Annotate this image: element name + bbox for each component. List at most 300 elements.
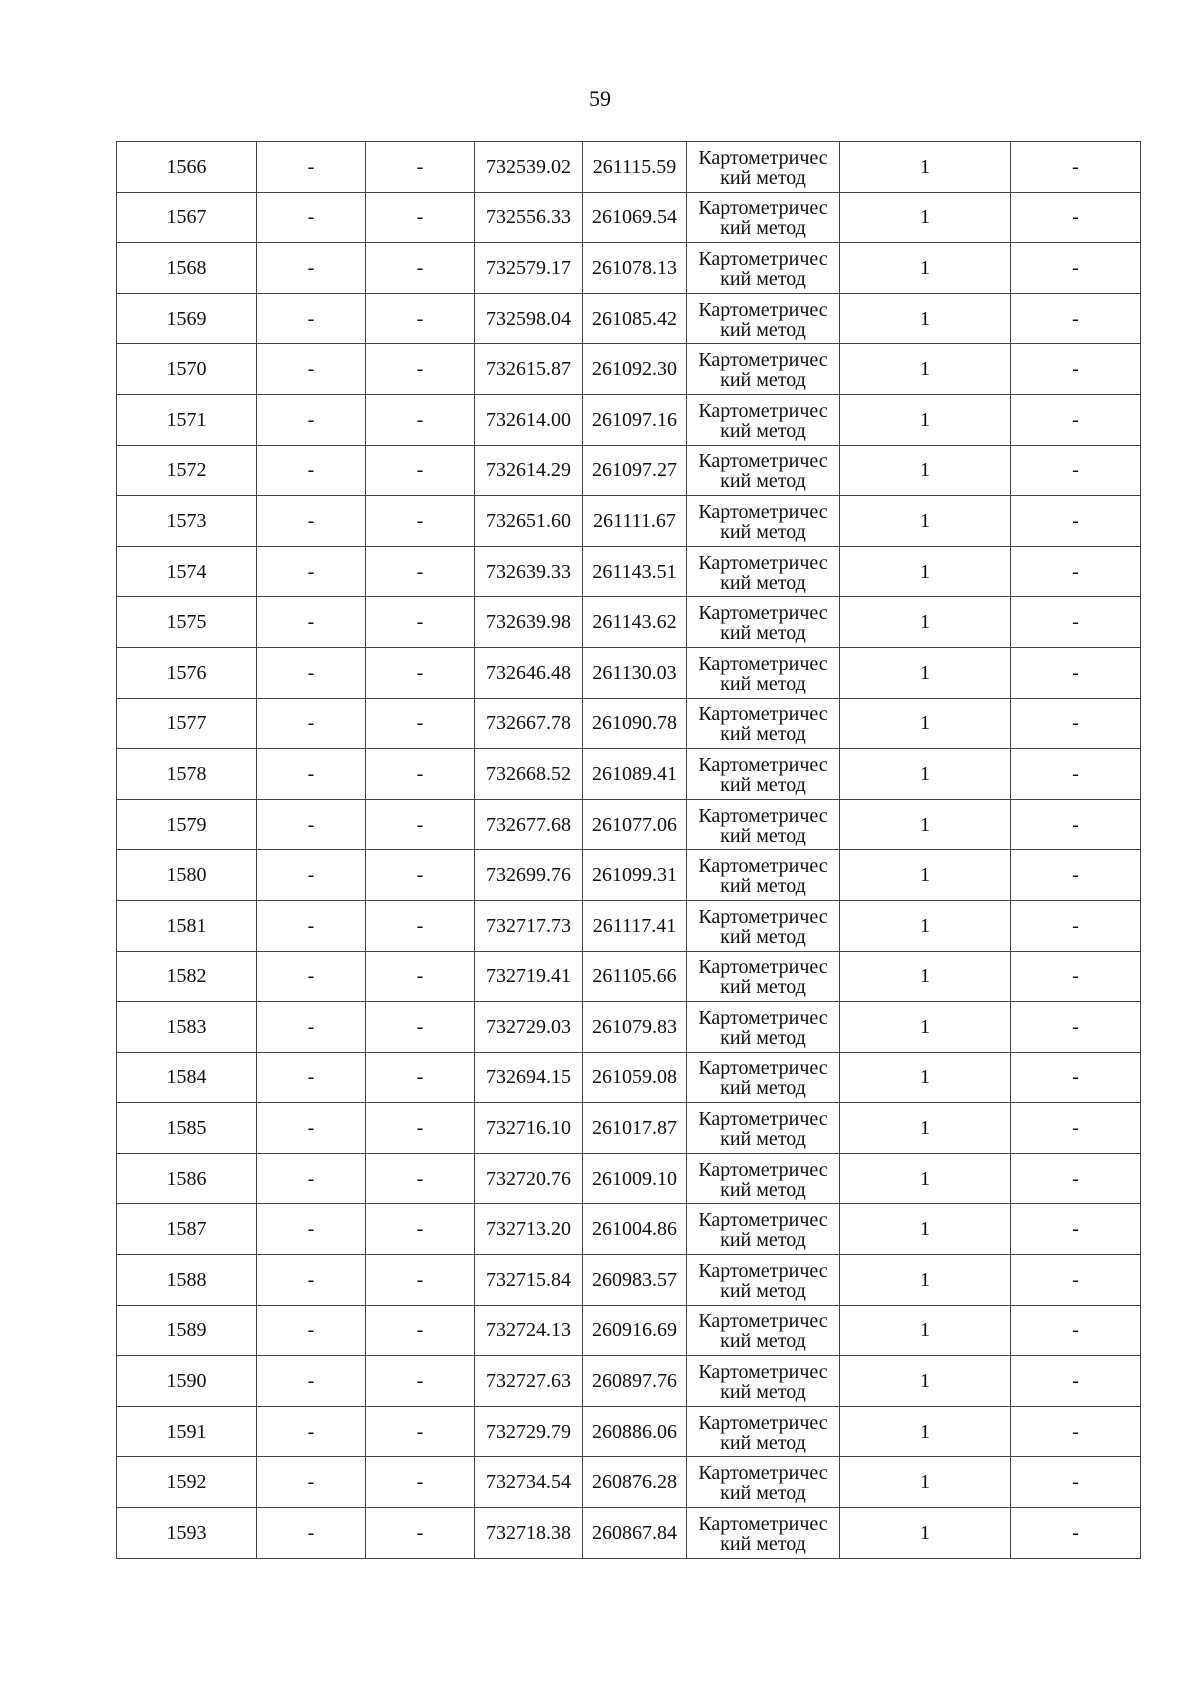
table-row: [117, 546, 1141, 597]
point-number-cell: 1573: [117, 496, 257, 547]
y-coordinate-cell: 261079.83: [583, 1002, 687, 1053]
coordinates-table: [116, 141, 1141, 1559]
method-line-1: Картометричес: [698, 1259, 828, 1282]
x-coordinate-cell: 732667.78: [475, 698, 583, 749]
old-x-cell: -: [257, 394, 366, 445]
old-y-cell: -: [366, 293, 475, 344]
x-coordinate-cell: 732699.76: [475, 850, 583, 901]
old-y-cell: -: [366, 496, 475, 547]
old-y-cell: -: [366, 1052, 475, 1103]
method-cell: [687, 597, 840, 648]
x-coordinate-cell: 732539.02: [475, 142, 583, 193]
x-coordinate-cell: 732651.60: [475, 496, 583, 547]
old-x-cell: -: [257, 192, 366, 243]
x-coordinate-cell: 732668.52: [475, 749, 583, 800]
point-number-cell: 1581: [117, 900, 257, 951]
accuracy-cell: 1: [840, 900, 1011, 951]
description-cell: -: [1011, 1052, 1141, 1103]
method-cell: [687, 243, 840, 294]
accuracy-cell: 1: [840, 1457, 1011, 1508]
method-line-1: Картометричес: [698, 197, 828, 220]
table-row: [117, 344, 1141, 395]
old-x-cell: -: [257, 1103, 366, 1154]
method-line-2: кий метод: [720, 1229, 806, 1252]
old-x-cell: -: [257, 1052, 366, 1103]
method-cell: [687, 1153, 840, 1204]
method-line-1: Картометричес: [698, 1006, 828, 1029]
accuracy-cell: 1: [840, 243, 1011, 294]
old-y-cell: -: [366, 394, 475, 445]
method-cell: [687, 394, 840, 445]
x-coordinate-cell: 732713.20: [475, 1204, 583, 1255]
description-cell: -: [1011, 647, 1141, 698]
method-cell: [687, 445, 840, 496]
old-y-cell: -: [366, 546, 475, 597]
table-row: [117, 900, 1141, 951]
page-number: 59: [589, 86, 611, 111]
old-x-cell: -: [257, 445, 366, 496]
y-coordinate-cell: 261092.30: [583, 344, 687, 395]
x-coordinate-cell: 732715.84: [475, 1255, 583, 1306]
method-line-1: Картометричес: [698, 450, 828, 473]
y-coordinate-cell: 261090.78: [583, 698, 687, 749]
accuracy-cell: 1: [840, 799, 1011, 850]
old-x-cell: -: [257, 951, 366, 1002]
old-y-cell: -: [366, 698, 475, 749]
y-coordinate-cell: 261111.67: [583, 496, 687, 547]
point-number-cell: 1578: [117, 749, 257, 800]
y-coordinate-cell: 261017.87: [583, 1103, 687, 1154]
x-coordinate-cell: 732614.00: [475, 394, 583, 445]
old-x-cell: -: [257, 293, 366, 344]
description-cell: -: [1011, 1002, 1141, 1053]
method-line-1: Картометричес: [698, 804, 828, 827]
accuracy-cell: 1: [840, 647, 1011, 698]
y-coordinate-cell: 261059.08: [583, 1052, 687, 1103]
old-y-cell: -: [366, 951, 475, 1002]
method-line-1: Картометричес: [698, 1462, 828, 1485]
y-coordinate-cell: 261009.10: [583, 1153, 687, 1204]
method-line-1: Картометричес: [698, 349, 828, 372]
description-cell: -: [1011, 1356, 1141, 1407]
method-line-2: кий метод: [720, 318, 806, 341]
old-y-cell: -: [366, 1204, 475, 1255]
x-coordinate-cell: 732614.29: [475, 445, 583, 496]
point-number-cell: 1585: [117, 1103, 257, 1154]
description-cell: -: [1011, 850, 1141, 901]
method-cell: [687, 293, 840, 344]
accuracy-cell: 1: [840, 192, 1011, 243]
point-number-cell: 1583: [117, 1002, 257, 1053]
point-number-cell: 1575: [117, 597, 257, 648]
description-cell: -: [1011, 1103, 1141, 1154]
description-cell: -: [1011, 900, 1141, 951]
method-line-1: Картометричес: [698, 1361, 828, 1384]
y-coordinate-cell: 260983.57: [583, 1255, 687, 1306]
method-cell: [687, 1356, 840, 1407]
table-row: [117, 1406, 1141, 1457]
table-row: [117, 850, 1141, 901]
description-cell: -: [1011, 1153, 1141, 1204]
method-line-2: кий метод: [720, 470, 806, 493]
table-row: [117, 951, 1141, 1002]
method-line-1: Картометричес: [698, 500, 828, 523]
old-y-cell: -: [366, 799, 475, 850]
method-line-2: кий метод: [720, 1330, 806, 1353]
x-coordinate-cell: 732729.03: [475, 1002, 583, 1053]
method-cell: [687, 749, 840, 800]
old-y-cell: -: [366, 647, 475, 698]
method-line-1: Картометричес: [698, 1411, 828, 1434]
point-number-cell: 1567: [117, 192, 257, 243]
point-number-cell: 1570: [117, 344, 257, 395]
method-cell: [687, 900, 840, 951]
point-number-cell: 1593: [117, 1508, 257, 1559]
old-x-cell: -: [257, 698, 366, 749]
method-cell: [687, 1204, 840, 1255]
method-line-2: кий метод: [720, 1532, 806, 1555]
x-coordinate-cell: 732727.63: [475, 1356, 583, 1407]
y-coordinate-cell: 261105.66: [583, 951, 687, 1002]
x-coordinate-cell: 732646.48: [475, 647, 583, 698]
method-cell: [687, 496, 840, 547]
old-x-cell: -: [257, 1002, 366, 1053]
old-y-cell: -: [366, 1103, 475, 1154]
method-line-2: кий метод: [720, 723, 806, 746]
point-number-cell: 1588: [117, 1255, 257, 1306]
table-row: [117, 1255, 1141, 1306]
y-coordinate-cell: 261099.31: [583, 850, 687, 901]
table-row: [117, 1204, 1141, 1255]
method-cell: [687, 1002, 840, 1053]
x-coordinate-cell: 732639.33: [475, 546, 583, 597]
x-coordinate-cell: 732719.41: [475, 951, 583, 1002]
description-cell: -: [1011, 1457, 1141, 1508]
method-cell: [687, 1406, 840, 1457]
y-coordinate-cell: 261117.41: [583, 900, 687, 951]
method-cell: [687, 951, 840, 1002]
old-x-cell: -: [257, 647, 366, 698]
point-number-cell: 1574: [117, 546, 257, 597]
description-cell: -: [1011, 1204, 1141, 1255]
accuracy-cell: 1: [840, 698, 1011, 749]
method-line-1: Картометричес: [698, 652, 828, 675]
method-cell: [687, 1457, 840, 1508]
description-cell: -: [1011, 799, 1141, 850]
y-coordinate-cell: 261089.41: [583, 749, 687, 800]
old-x-cell: -: [257, 1356, 366, 1407]
accuracy-cell: 1: [840, 749, 1011, 800]
method-line-1: Картометричес: [698, 956, 828, 979]
method-line-1: Картометричес: [698, 602, 828, 625]
description-cell: -: [1011, 546, 1141, 597]
method-cell: [687, 799, 840, 850]
y-coordinate-cell: 260916.69: [583, 1305, 687, 1356]
description-cell: -: [1011, 192, 1141, 243]
point-number-cell: 1589: [117, 1305, 257, 1356]
accuracy-cell: 1: [840, 546, 1011, 597]
old-x-cell: -: [257, 1457, 366, 1508]
old-x-cell: -: [257, 1204, 366, 1255]
old-y-cell: -: [366, 142, 475, 193]
y-coordinate-cell: 261097.27: [583, 445, 687, 496]
method-line-2: кий метод: [720, 824, 806, 847]
method-line-2: кий метод: [720, 419, 806, 442]
y-coordinate-cell: 261078.13: [583, 243, 687, 294]
table-row: [117, 1305, 1141, 1356]
method-line-2: кий метод: [720, 1077, 806, 1100]
old-x-cell: -: [257, 546, 366, 597]
old-y-cell: -: [366, 1255, 475, 1306]
old-x-cell: -: [257, 799, 366, 850]
old-y-cell: -: [366, 1457, 475, 1508]
description-cell: -: [1011, 597, 1141, 648]
old-y-cell: -: [366, 192, 475, 243]
old-y-cell: -: [366, 1305, 475, 1356]
method-line-2: кий метод: [720, 1482, 806, 1505]
method-cell: [687, 1508, 840, 1559]
point-number-cell: 1580: [117, 850, 257, 901]
table-row: [117, 293, 1141, 344]
accuracy-cell: 1: [840, 1255, 1011, 1306]
point-number-cell: 1568: [117, 243, 257, 294]
table-row: [117, 698, 1141, 749]
method-cell: [687, 1052, 840, 1103]
method-line-1: Картометричес: [698, 399, 828, 422]
method-line-1: Картометричес: [698, 298, 828, 321]
description-cell: -: [1011, 142, 1141, 193]
point-number-cell: 1579: [117, 799, 257, 850]
method-line-1: Картометричес: [698, 753, 828, 776]
old-y-cell: -: [366, 850, 475, 901]
method-cell: [687, 1103, 840, 1154]
table-row: [117, 749, 1141, 800]
method-line-2: кий метод: [720, 166, 806, 189]
table-row: [117, 1103, 1141, 1154]
point-number-cell: 1592: [117, 1457, 257, 1508]
old-y-cell: -: [366, 597, 475, 648]
x-coordinate-cell: 732720.76: [475, 1153, 583, 1204]
table-body: [117, 142, 1141, 1559]
old-y-cell: -: [366, 900, 475, 951]
x-coordinate-cell: 732694.15: [475, 1052, 583, 1103]
old-x-cell: -: [257, 749, 366, 800]
y-coordinate-cell: 261115.59: [583, 142, 687, 193]
accuracy-cell: 1: [840, 1406, 1011, 1457]
point-number-cell: 1590: [117, 1356, 257, 1407]
old-y-cell: -: [366, 243, 475, 294]
x-coordinate-cell: 732639.98: [475, 597, 583, 648]
old-y-cell: -: [366, 1508, 475, 1559]
description-cell: -: [1011, 496, 1141, 547]
old-y-cell: -: [366, 1153, 475, 1204]
description-cell: -: [1011, 445, 1141, 496]
point-number-cell: 1572: [117, 445, 257, 496]
method-line-1: Картометричес: [698, 1057, 828, 1080]
point-number-cell: 1587: [117, 1204, 257, 1255]
description-cell: -: [1011, 749, 1141, 800]
old-x-cell: -: [257, 1406, 366, 1457]
table-row: [117, 142, 1141, 193]
method-line-2: кий метод: [720, 1178, 806, 1201]
method-line-2: кий метод: [720, 976, 806, 999]
point-number-cell: 1566: [117, 142, 257, 193]
method-line-2: кий метод: [720, 875, 806, 898]
description-cell: -: [1011, 243, 1141, 294]
accuracy-cell: 1: [840, 496, 1011, 547]
accuracy-cell: 1: [840, 445, 1011, 496]
description-cell: -: [1011, 951, 1141, 1002]
table-row: [117, 394, 1141, 445]
method-line-1: Картометричес: [698, 1108, 828, 1131]
point-number-cell: 1577: [117, 698, 257, 749]
method-line-2: кий метод: [720, 1026, 806, 1049]
method-line-2: кий метод: [720, 1279, 806, 1302]
x-coordinate-cell: 732729.79: [475, 1406, 583, 1457]
old-x-cell: -: [257, 1508, 366, 1559]
method-line-1: Картометричес: [698, 1310, 828, 1333]
method-line-2: кий метод: [720, 1431, 806, 1454]
accuracy-cell: 1: [840, 850, 1011, 901]
table-row: [117, 243, 1141, 294]
table-row: [117, 1508, 1141, 1559]
table-row: [117, 1052, 1141, 1103]
point-number-cell: 1584: [117, 1052, 257, 1103]
table-row: [117, 799, 1141, 850]
point-number-cell: 1569: [117, 293, 257, 344]
x-coordinate-cell: 732717.73: [475, 900, 583, 951]
method-line-2: кий метод: [720, 369, 806, 392]
accuracy-cell: 1: [840, 1204, 1011, 1255]
x-coordinate-cell: 732677.68: [475, 799, 583, 850]
accuracy-cell: 1: [840, 293, 1011, 344]
table-row: [117, 192, 1141, 243]
method-line-1: Картометричес: [698, 1158, 828, 1181]
x-coordinate-cell: 732615.87: [475, 344, 583, 395]
method-line-2: кий метод: [720, 1128, 806, 1151]
old-y-cell: -: [366, 749, 475, 800]
accuracy-cell: 1: [840, 344, 1011, 395]
accuracy-cell: 1: [840, 1356, 1011, 1407]
accuracy-cell: 1: [840, 597, 1011, 648]
method-line-1: Картометричес: [698, 247, 828, 270]
description-cell: -: [1011, 1406, 1141, 1457]
y-coordinate-cell: 261077.06: [583, 799, 687, 850]
old-x-cell: -: [257, 850, 366, 901]
method-cell: [687, 142, 840, 193]
point-number-cell: 1576: [117, 647, 257, 698]
method-line-2: кий метод: [720, 267, 806, 290]
method-line-2: кий метод: [720, 217, 806, 240]
accuracy-cell: 1: [840, 1002, 1011, 1053]
old-y-cell: -: [366, 1406, 475, 1457]
point-number-cell: 1591: [117, 1406, 257, 1457]
method-line-2: кий метод: [720, 773, 806, 796]
table-row: [117, 1153, 1141, 1204]
description-cell: -: [1011, 1508, 1141, 1559]
method-line-1: Картометричес: [698, 1209, 828, 1232]
y-coordinate-cell: 260897.76: [583, 1356, 687, 1407]
table-row: [117, 597, 1141, 648]
accuracy-cell: 1: [840, 142, 1011, 193]
x-coordinate-cell: 732598.04: [475, 293, 583, 344]
y-coordinate-cell: 261097.16: [583, 394, 687, 445]
table-row: [117, 496, 1141, 547]
old-x-cell: -: [257, 142, 366, 193]
y-coordinate-cell: 261085.42: [583, 293, 687, 344]
y-coordinate-cell: 260886.06: [583, 1406, 687, 1457]
y-coordinate-cell: 260867.84: [583, 1508, 687, 1559]
point-number-cell: 1571: [117, 394, 257, 445]
old-y-cell: -: [366, 344, 475, 395]
y-coordinate-cell: 261130.03: [583, 647, 687, 698]
method-cell: [687, 344, 840, 395]
method-cell: [687, 546, 840, 597]
x-coordinate-cell: 732724.13: [475, 1305, 583, 1356]
y-coordinate-cell: 261143.62: [583, 597, 687, 648]
old-x-cell: -: [257, 344, 366, 395]
description-cell: -: [1011, 394, 1141, 445]
method-line-1: Картометричес: [698, 905, 828, 928]
y-coordinate-cell: 261004.86: [583, 1204, 687, 1255]
table-row: [117, 1457, 1141, 1508]
description-cell: -: [1011, 344, 1141, 395]
x-coordinate-cell: 732716.10: [475, 1103, 583, 1154]
accuracy-cell: 1: [840, 394, 1011, 445]
x-coordinate-cell: 732579.17: [475, 243, 583, 294]
old-x-cell: -: [257, 1153, 366, 1204]
accuracy-cell: 1: [840, 1508, 1011, 1559]
old-x-cell: -: [257, 243, 366, 294]
method-line-1: Картометричес: [698, 551, 828, 574]
method-line-1: Картометричес: [698, 1512, 828, 1535]
old-x-cell: -: [257, 496, 366, 547]
method-line-2: кий метод: [720, 622, 806, 645]
accuracy-cell: 1: [840, 1052, 1011, 1103]
accuracy-cell: 1: [840, 951, 1011, 1002]
table-row: [117, 1356, 1141, 1407]
method-line-2: кий метод: [720, 925, 806, 948]
point-number-cell: 1586: [117, 1153, 257, 1204]
accuracy-cell: 1: [840, 1305, 1011, 1356]
method-line-2: кий метод: [720, 672, 806, 695]
accuracy-cell: 1: [840, 1103, 1011, 1154]
method-line-1: Картометричес: [698, 703, 828, 726]
method-line-1: Картометричес: [698, 146, 828, 169]
method-cell: [687, 698, 840, 749]
old-x-cell: -: [257, 900, 366, 951]
description-cell: -: [1011, 293, 1141, 344]
description-cell: -: [1011, 1305, 1141, 1356]
x-coordinate-cell: 732718.38: [475, 1508, 583, 1559]
x-coordinate-cell: 732556.33: [475, 192, 583, 243]
table-row: [117, 647, 1141, 698]
method-line-1: Картометричес: [698, 855, 828, 878]
method-cell: [687, 647, 840, 698]
old-y-cell: -: [366, 445, 475, 496]
method-line-2: кий метод: [720, 520, 806, 543]
x-coordinate-cell: 732734.54: [475, 1457, 583, 1508]
table-row: [117, 445, 1141, 496]
method-line-2: кий метод: [720, 571, 806, 594]
y-coordinate-cell: 261143.51: [583, 546, 687, 597]
y-coordinate-cell: 260876.28: [583, 1457, 687, 1508]
table-row: [117, 1002, 1141, 1053]
old-y-cell: -: [366, 1002, 475, 1053]
old-x-cell: -: [257, 597, 366, 648]
method-cell: [687, 192, 840, 243]
point-number-cell: 1582: [117, 951, 257, 1002]
